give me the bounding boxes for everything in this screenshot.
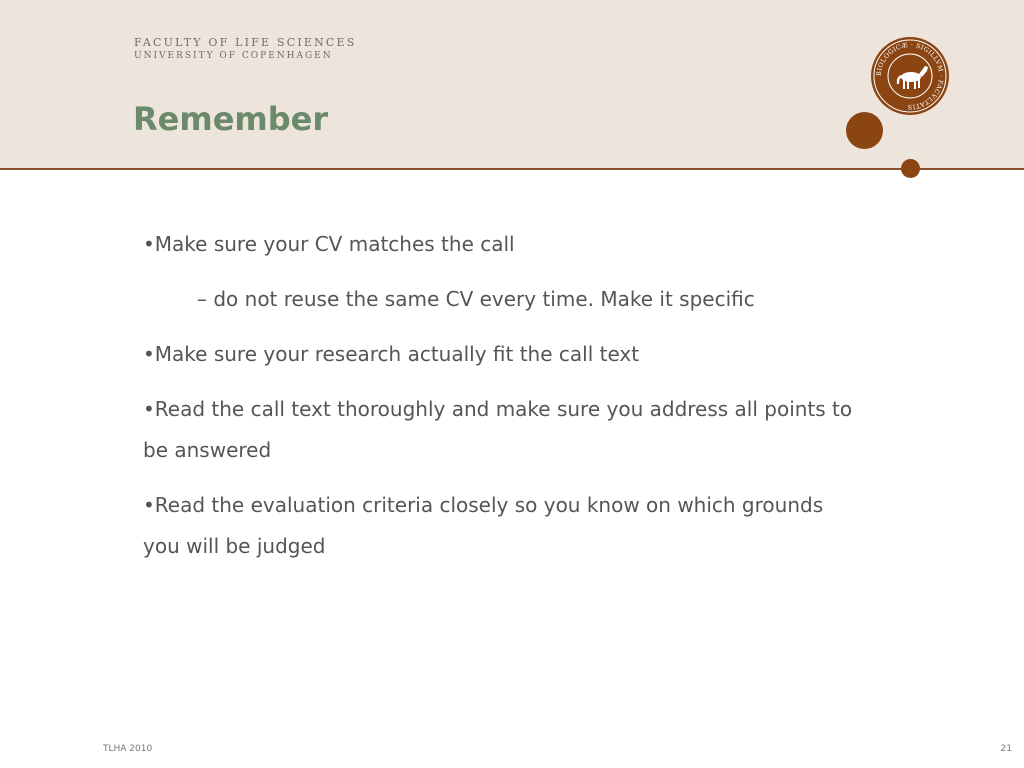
bullet-item: •Make sure your research actually fit the call text — [143, 342, 640, 366]
university-name: UNIVERSITY OF COPENHAGEN — [134, 51, 333, 61]
bullet-item: •Make sure your CV matches the call — [143, 232, 515, 256]
seal-text: BIOLOGICÆ · SIGILLVM · FACVLTATIS — [875, 41, 945, 111]
horse-seal-icon — [870, 36, 950, 116]
slide-title: Remember — [133, 100, 329, 138]
header-divider — [0, 168, 1024, 170]
decorative-dot-small — [901, 159, 920, 178]
footer-label: TLHA 2010 — [103, 744, 153, 754]
page-number: 21 — [1000, 744, 1012, 754]
faculty-name: FACULTY OF LIFE SCIENCES — [134, 36, 357, 49]
bullet-item: •Read the call text thoroughly and make sure you address all points to be answered — [143, 397, 853, 462]
bullet-item: •Read the evaluation criteria closely so you know on which grounds you will be judged — [143, 493, 824, 558]
sub-bullet-item: – do not reuse the same CV every time. Make it specific — [197, 287, 755, 311]
decorative-dot-large — [846, 112, 883, 149]
slide-body — [143, 224, 863, 581]
